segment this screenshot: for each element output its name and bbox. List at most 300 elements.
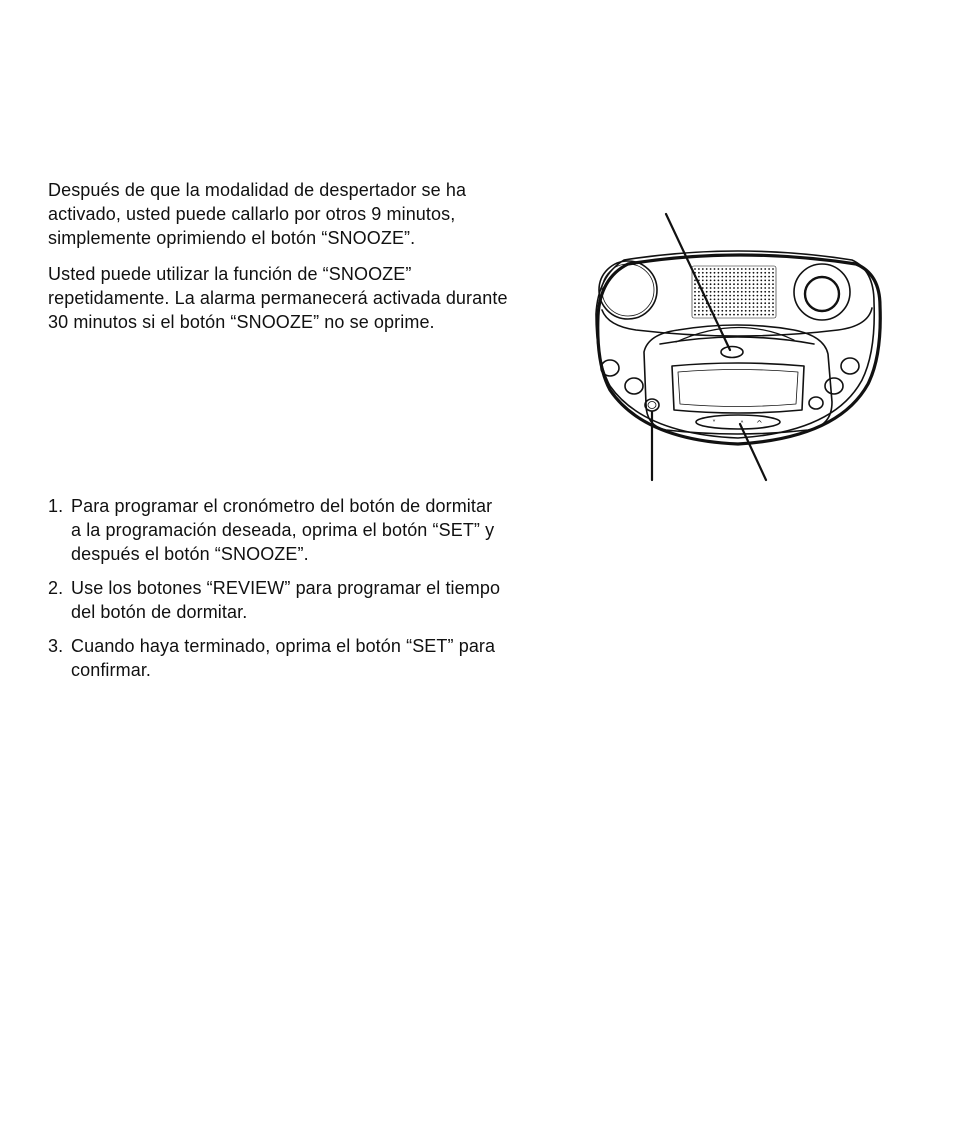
grille-dot	[706, 268, 708, 270]
grille-dot	[710, 283, 712, 285]
grille-dot	[714, 283, 716, 285]
snooze-button-icon	[721, 347, 743, 358]
grille-dot	[757, 295, 759, 297]
grille-dot	[698, 276, 700, 278]
grille-dot	[729, 306, 731, 308]
grille-dot	[706, 291, 708, 293]
step-line: confirmar.	[71, 660, 152, 680]
grille-dot	[760, 276, 762, 278]
grille-dot	[706, 314, 708, 316]
grille-dot	[721, 268, 723, 270]
grille-dot	[733, 287, 735, 289]
grille-dot	[757, 272, 759, 274]
grille-dot	[753, 302, 755, 304]
step-line: Use los botones “REVIEW” para programar el tiempo	[71, 578, 501, 598]
grille-dot	[733, 272, 735, 274]
grille-dot	[702, 280, 704, 282]
grille-dot	[718, 283, 720, 285]
grille-dot	[764, 280, 766, 282]
grille-dot	[745, 276, 747, 278]
grille-dot	[698, 272, 700, 274]
grille-dot	[698, 295, 700, 297]
grille-dot	[714, 287, 716, 289]
grille-dot	[725, 276, 727, 278]
grille-dot	[729, 280, 731, 282]
grille-dot	[694, 287, 696, 289]
grille-dot	[698, 302, 700, 304]
grille-dot	[710, 276, 712, 278]
grille-dot	[737, 302, 739, 304]
grille-dot	[737, 287, 739, 289]
grille-dot	[757, 280, 759, 282]
grille-dot	[753, 314, 755, 316]
grille-dot	[760, 287, 762, 289]
grille-dot	[725, 272, 727, 274]
grille-dot	[714, 276, 716, 278]
grille-dot	[694, 314, 696, 316]
grille-dot	[729, 299, 731, 301]
grille-dot	[737, 314, 739, 316]
step-line: Para programar el cronómetro del botón de dormitar	[71, 496, 493, 516]
grille-dot	[737, 268, 739, 270]
grille-dot	[698, 310, 700, 312]
grille-dot	[718, 295, 720, 297]
grille-dot	[721, 299, 723, 301]
grille-dot	[706, 280, 708, 282]
grille-dot	[721, 276, 723, 278]
grille-dot	[764, 268, 766, 270]
grille-dot	[714, 306, 716, 308]
svg-text:˅: ˅	[712, 419, 716, 428]
grille-dot	[768, 287, 770, 289]
grille-dot	[760, 283, 762, 285]
grille-dot	[714, 280, 716, 282]
grille-dot	[768, 314, 770, 316]
grille-dot	[729, 295, 731, 297]
grille-dot	[718, 276, 720, 278]
grille-dot	[729, 276, 731, 278]
grille-dot	[718, 280, 720, 282]
grille-dot	[718, 314, 720, 316]
svg-text:˄: ˄	[740, 420, 744, 429]
grille-dot	[753, 276, 755, 278]
grille-dot	[760, 310, 762, 312]
grille-dot	[702, 268, 704, 270]
grille-dot	[768, 306, 770, 308]
grille-dot	[772, 314, 774, 316]
grille-dot	[706, 287, 708, 289]
grille-dot	[760, 268, 762, 270]
left-button-bottom-icon	[645, 399, 659, 411]
grille-dot	[725, 299, 727, 301]
grille-dot	[741, 302, 743, 304]
grille-dot	[721, 310, 723, 312]
grille-dot	[714, 272, 716, 274]
grille-dot	[745, 291, 747, 293]
grille-dot	[757, 291, 759, 293]
grille-dot	[702, 310, 704, 312]
speaker-grille-icon	[694, 268, 774, 315]
grille-dot	[745, 295, 747, 297]
grille-dot	[710, 280, 712, 282]
grille-dot	[737, 280, 739, 282]
grille-dot	[737, 283, 739, 285]
grille-dot	[741, 291, 743, 293]
grille-dot	[772, 280, 774, 282]
grille-dot	[706, 283, 708, 285]
grille-dot	[706, 276, 708, 278]
grille-dot	[760, 291, 762, 293]
grille-dot	[706, 306, 708, 308]
grille-dot	[753, 299, 755, 301]
grille-dot	[694, 280, 696, 282]
grille-dot	[698, 299, 700, 301]
grille-dot	[753, 291, 755, 293]
grille-dot	[718, 310, 720, 312]
grille-dot	[706, 310, 708, 312]
grille-dot	[757, 302, 759, 304]
grille-dot	[702, 306, 704, 308]
grille-dot	[745, 314, 747, 316]
grille-dot	[706, 272, 708, 274]
grille-dot	[737, 272, 739, 274]
grille-dot	[725, 280, 727, 282]
grille-dot	[721, 302, 723, 304]
grille-dot	[718, 287, 720, 289]
grille-dot	[694, 310, 696, 312]
step-item	[48, 576, 578, 624]
body-outline	[596, 251, 874, 438]
grille-dot	[737, 291, 739, 293]
grille-dot	[757, 314, 759, 316]
grille-dot	[725, 268, 727, 270]
grille-dot	[725, 291, 727, 293]
grille-dot	[772, 299, 774, 301]
top-rim	[602, 308, 872, 336]
grille-dot	[757, 287, 759, 289]
grille-dot	[749, 268, 751, 270]
grille-dot	[737, 310, 739, 312]
text-line: Usted puede utilizar la función de “SNOOZE”	[48, 264, 412, 284]
grille-dot	[737, 306, 739, 308]
grille-dot	[749, 287, 751, 289]
grille-dot	[764, 302, 766, 304]
grille-dot	[753, 287, 755, 289]
grille-dot	[710, 302, 712, 304]
grille-dot	[764, 291, 766, 293]
grille-dot	[733, 283, 735, 285]
grille-dot	[702, 302, 704, 304]
grille-dot	[733, 302, 735, 304]
intro-paragraph-1	[48, 178, 578, 250]
grille-dot	[721, 283, 723, 285]
grille-dot	[757, 268, 759, 270]
grille-dot	[757, 283, 759, 285]
grille-dot	[741, 268, 743, 270]
grille-dot	[698, 314, 700, 316]
grille-dot	[698, 291, 700, 293]
grille-dot	[737, 276, 739, 278]
grille-dot	[772, 291, 774, 293]
grille-dot	[753, 295, 755, 297]
grille-dot	[741, 310, 743, 312]
grille-dot	[768, 283, 770, 285]
grille-dot	[733, 268, 735, 270]
grille-dot	[749, 306, 751, 308]
grille-dot	[718, 299, 720, 301]
grille-dot	[741, 276, 743, 278]
step-line: Cuando haya terminado, oprima el botón “SET” para	[71, 636, 496, 656]
grille-dot	[749, 272, 751, 274]
grille-dot	[698, 268, 700, 270]
grille-dot	[718, 268, 720, 270]
grille-dot	[741, 299, 743, 301]
grille-dot	[725, 283, 727, 285]
right-button-middle-icon	[825, 378, 843, 394]
grille-dot	[764, 314, 766, 316]
grille-dot	[757, 310, 759, 312]
grille-dot	[768, 280, 770, 282]
grille-dot	[710, 268, 712, 270]
grille-dot	[768, 268, 770, 270]
grille-dot	[694, 291, 696, 293]
grille-dot	[702, 272, 704, 274]
right-button-top-icon	[841, 358, 859, 374]
clock-radio-illustration	[588, 206, 888, 486]
grille-dot	[702, 283, 704, 285]
grille-dot	[760, 295, 762, 297]
grille-dot	[772, 268, 774, 270]
grille-dot	[694, 268, 696, 270]
grille-dot	[714, 291, 716, 293]
grille-dot	[745, 306, 747, 308]
grille-dot	[749, 299, 751, 301]
review-buttons-icon	[696, 415, 780, 429]
grille-dot	[729, 283, 731, 285]
grille-dot	[721, 272, 723, 274]
steps-list	[48, 494, 578, 692]
grille-dot	[753, 283, 755, 285]
grille-dot	[760, 272, 762, 274]
step-number: 2.	[48, 578, 64, 598]
grille-dot	[729, 314, 731, 316]
grille-dot	[733, 280, 735, 282]
grille-dot	[721, 295, 723, 297]
grille-dot	[741, 272, 743, 274]
right-button-bottom-icon	[809, 397, 823, 409]
grille-dot	[721, 314, 723, 316]
grille-dot	[772, 287, 774, 289]
grille-dot	[721, 306, 723, 308]
step-item	[48, 634, 578, 682]
grille-dot	[745, 268, 747, 270]
grille-dot	[718, 306, 720, 308]
grille-dot	[733, 291, 735, 293]
display-screen	[672, 363, 804, 413]
grille-dot	[753, 272, 755, 274]
grille-dot	[714, 310, 716, 312]
grille-dot	[694, 302, 696, 304]
grille-dot	[706, 295, 708, 297]
grille-dot	[710, 295, 712, 297]
grille-dot	[694, 295, 696, 297]
svg-text:^: ^	[756, 419, 763, 428]
grille-dot	[714, 295, 716, 297]
grille-dot	[745, 280, 747, 282]
grille-dot	[721, 291, 723, 293]
grille-dot	[764, 272, 766, 274]
grille-dot	[741, 280, 743, 282]
grille-dot	[702, 299, 704, 301]
grille-dot	[741, 314, 743, 316]
left-speaker-icon	[599, 261, 657, 319]
grille-dot	[741, 306, 743, 308]
grille-dot	[725, 314, 727, 316]
grille-dot	[737, 299, 739, 301]
grille-dot	[745, 299, 747, 301]
grille-dot	[753, 310, 755, 312]
grille-dot	[764, 310, 766, 312]
grille-dot	[764, 287, 766, 289]
grille-dot	[768, 299, 770, 301]
grille-dot	[702, 276, 704, 278]
left-button-middle-icon	[625, 378, 643, 394]
grille-dot	[749, 276, 751, 278]
step-item	[48, 494, 578, 566]
grille-dot	[725, 306, 727, 308]
grille-dot	[749, 283, 751, 285]
grille-dot	[741, 283, 743, 285]
grille-dot	[725, 295, 727, 297]
grille-dot	[749, 314, 751, 316]
left-button-top-icon	[601, 360, 619, 376]
grille-dot	[733, 310, 735, 312]
grille-dot	[772, 310, 774, 312]
grille-dot	[698, 306, 700, 308]
grille-dot	[694, 299, 696, 301]
step-line: del botón de dormitar.	[71, 602, 248, 622]
grille-dot	[764, 276, 766, 278]
grille-dot	[741, 287, 743, 289]
grille-dot	[745, 272, 747, 274]
grille-dot	[772, 276, 774, 278]
grille-dot	[753, 280, 755, 282]
grille-dot	[729, 268, 731, 270]
grille-dot	[749, 295, 751, 297]
grille-dot	[710, 299, 712, 301]
grille-dot	[721, 280, 723, 282]
grille-dot	[760, 314, 762, 316]
grille-dot	[772, 295, 774, 297]
grille-dot	[729, 302, 731, 304]
grille-dot	[733, 314, 735, 316]
step-number: 1.	[48, 496, 64, 516]
grille-dot	[757, 276, 759, 278]
grille-dot	[760, 280, 762, 282]
grille-dot	[768, 276, 770, 278]
grille-dot	[757, 299, 759, 301]
grille-dot	[710, 291, 712, 293]
intro-paragraph-2	[48, 262, 578, 334]
text-line: repetidamente. La alarma permanecerá activada durante	[48, 288, 508, 308]
grille-dot	[749, 302, 751, 304]
grille-dot	[772, 283, 774, 285]
grille-dot	[749, 280, 751, 282]
grille-dot	[768, 291, 770, 293]
grille-dot	[729, 272, 731, 274]
grille-dot	[718, 302, 720, 304]
grille-dot	[745, 302, 747, 304]
grille-dot	[764, 299, 766, 301]
grille-dot	[753, 306, 755, 308]
grille-dot	[718, 272, 720, 274]
grille-dot	[764, 306, 766, 308]
grille-dot	[733, 299, 735, 301]
grille-dot	[714, 299, 716, 301]
grille-dot	[745, 310, 747, 312]
grille-dot	[749, 310, 751, 312]
grille-dot	[745, 283, 747, 285]
grille-dot	[772, 272, 774, 274]
callout-line-review	[740, 424, 766, 480]
grille-dot	[714, 268, 716, 270]
text-line: Después de que la modalidad de despertador se ha	[48, 180, 467, 200]
grille-dot	[710, 287, 712, 289]
grille-dot	[757, 306, 759, 308]
step-number: 3.	[48, 636, 64, 656]
grille-dot	[764, 295, 766, 297]
text-line: activado, usted puede callarlo por otros 9 minutos,	[48, 204, 456, 224]
grille-dot	[702, 314, 704, 316]
grille-dot	[714, 302, 716, 304]
text-line: 30 minutos si el botón “SNOOZE” no se oprime.	[48, 312, 435, 332]
grille-dot	[772, 306, 774, 308]
step-line: después el botón “SNOOZE”.	[71, 544, 309, 564]
grille-dot	[772, 302, 774, 304]
grille-dot	[749, 291, 751, 293]
text-line: simplemente oprimiendo el botón “SNOOZE”.	[48, 228, 416, 248]
grille-dot	[718, 291, 720, 293]
grille-dot	[745, 287, 747, 289]
grille-dot	[725, 310, 727, 312]
grille-dot	[725, 287, 727, 289]
grille-dot	[760, 302, 762, 304]
step-line: a la programación deseada, oprima el botón “SET” y	[71, 520, 495, 540]
grille-dot	[710, 314, 712, 316]
grille-dot	[760, 299, 762, 301]
grille-dot	[768, 310, 770, 312]
grille-dot	[729, 287, 731, 289]
grille-dot	[760, 306, 762, 308]
grille-dot	[729, 291, 731, 293]
grille-dot	[710, 272, 712, 274]
grille-dot	[721, 287, 723, 289]
grille-dot	[768, 295, 770, 297]
grille-dot	[733, 276, 735, 278]
grille-dot	[768, 272, 770, 274]
grille-dot	[694, 306, 696, 308]
grille-dot	[729, 310, 731, 312]
grille-dot	[694, 283, 696, 285]
grille-dot	[725, 302, 727, 304]
grille-dot	[741, 295, 743, 297]
grille-dot	[733, 295, 735, 297]
grille-dot	[768, 302, 770, 304]
grille-dot	[737, 295, 739, 297]
grille-dot	[764, 283, 766, 285]
grille-dot	[753, 268, 755, 270]
grille-dot	[733, 306, 735, 308]
